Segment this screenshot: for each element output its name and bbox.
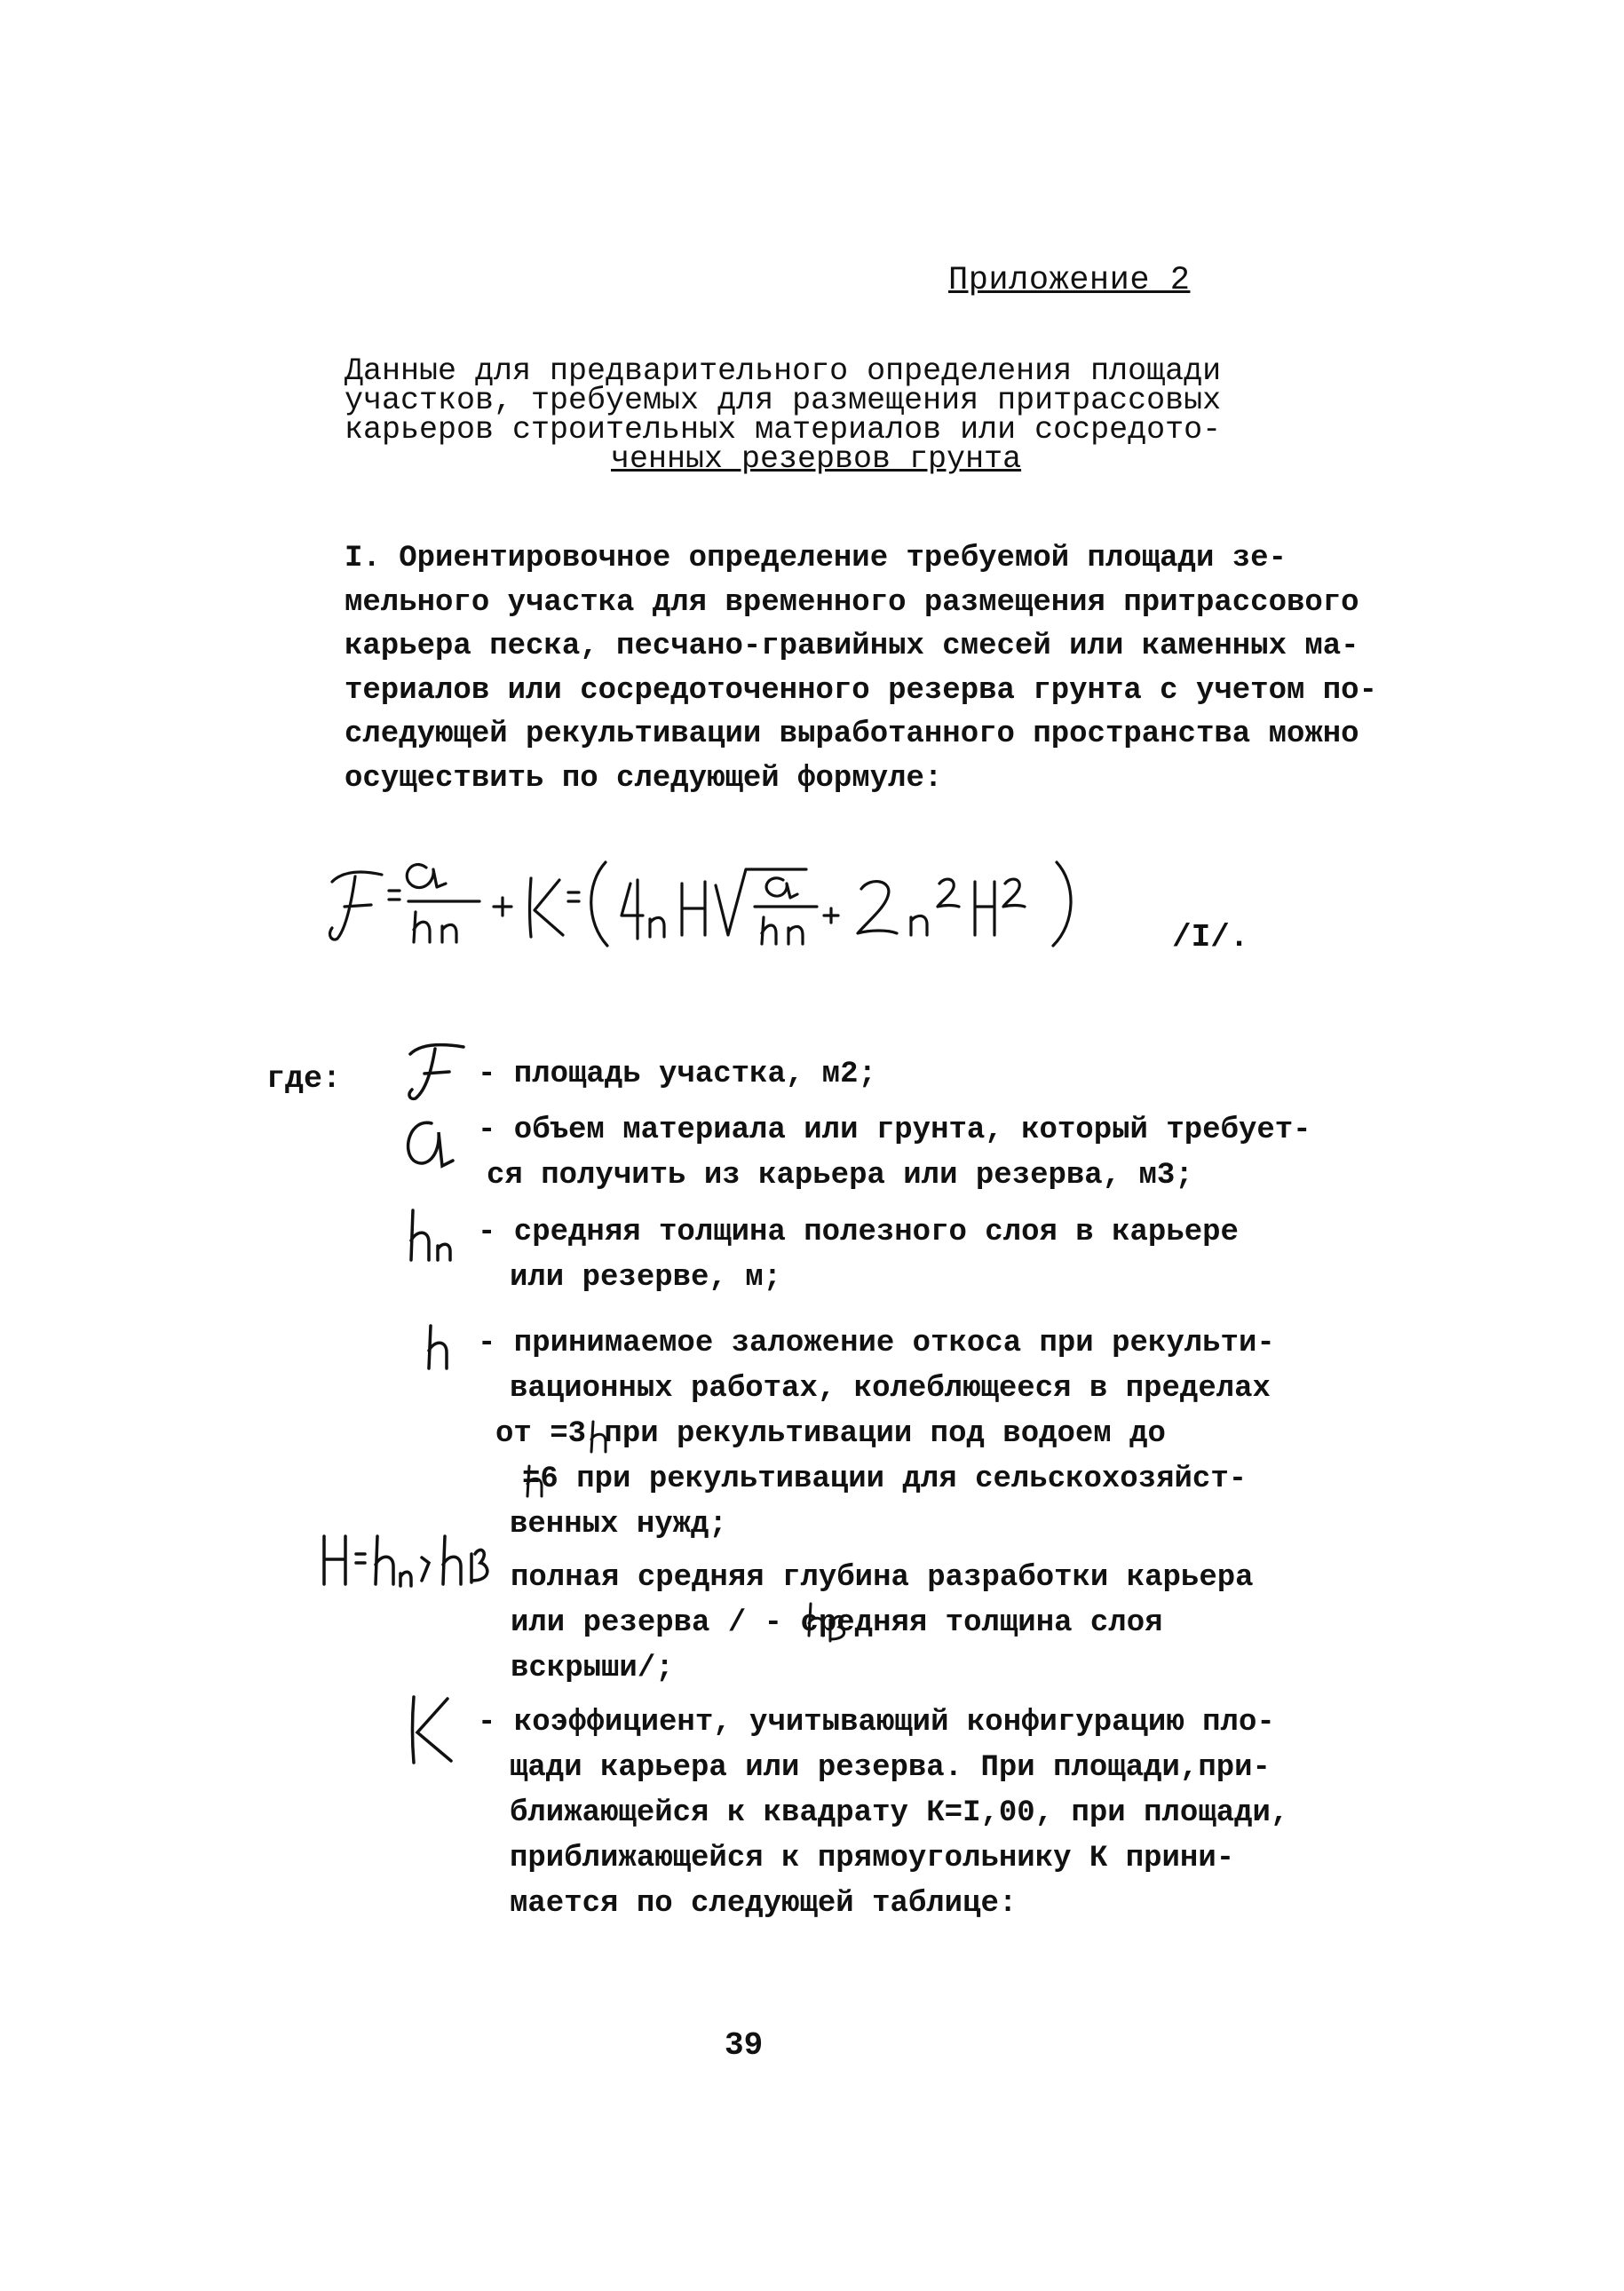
symbol-q <box>398 1106 469 1177</box>
definition-line: ближающейся к квадрату К=I,00, при площади, <box>510 1796 1289 1830</box>
paragraph-line: мельного участка для временного размещения притрассового <box>345 585 1359 620</box>
symbol-k <box>401 1692 472 1772</box>
where-label: где: <box>266 1061 342 1097</box>
definition-line: мается по следующей таблице: <box>510 1887 1018 1921</box>
definition-line: венных нужд; <box>510 1508 727 1542</box>
symbol-h <box>422 1319 475 1381</box>
definition-line: ся получить из карьера или резерва, м3; <box>487 1159 1193 1193</box>
definition-line: - принимаемое заложение откоса при рекульти- <box>478 1327 1275 1360</box>
definition-h-total <box>511 1556 1254 1692</box>
page-number: 39 <box>725 2027 764 2064</box>
definition-k <box>478 1700 1288 1927</box>
definition-line: вскрыши/; <box>511 1652 674 1685</box>
intro-paragraph <box>345 537 1377 801</box>
definition-line: полная средняя глубина разработки карьера <box>511 1561 1254 1595</box>
definition-line: - коэффициент, учитывающий конфигурацию пло- <box>478 1706 1275 1740</box>
definition-hn <box>478 1210 1239 1301</box>
title-line: Данные для предварительного определения площади <box>345 353 1222 389</box>
definition-line: от =3 при рекультивации под водоем до <box>495 1417 1166 1451</box>
definition-q <box>478 1108 1311 1199</box>
title-line-underlined: ченных резервов грунта <box>611 441 1022 477</box>
definition-line: приближающейся к прямоугольнику К прини- <box>510 1842 1235 1875</box>
definition-line: - площадь участка, м2; <box>478 1058 876 1091</box>
inline-symbol-h <box>586 1416 622 1461</box>
title-line: карьеров строительных материалов или сосредото- <box>345 412 1222 448</box>
symbol-hn <box>404 1203 475 1274</box>
symbol-h-total <box>315 1527 511 1598</box>
area-formula <box>320 830 1296 963</box>
definition-line: щади карьера или резерва. При площади,при- <box>510 1751 1271 1785</box>
inline-symbol-h <box>522 1461 558 1505</box>
paragraph-line: осуществить по следующей формуле: <box>345 761 943 796</box>
inline-symbol-hv <box>804 1600 857 1645</box>
paragraph-line: териалов или сосредоточенного резерва грунта с учетом по- <box>345 673 1377 708</box>
definition-line: вационных работах, колеблющееся в пределах <box>510 1372 1271 1406</box>
paragraph-line: I. Ориентировочное определение требуемой площади зе- <box>345 542 1287 575</box>
definition-line: =6 при рекультивации для сельскохозяйст- <box>522 1463 1248 1496</box>
section-title <box>345 353 1286 477</box>
definition-f <box>478 1052 876 1098</box>
formula-number: /I/. <box>1172 919 1249 955</box>
definition-line: - средняя толщина полезного слоя в карьере <box>478 1216 1239 1249</box>
symbol-f <box>401 1035 472 1106</box>
paragraph-line: следующей рекультивации выработанного пространства можно <box>345 717 1359 751</box>
title-line: участков, требуемых для размещения притрассовых <box>345 383 1222 418</box>
definition-line: или резерва / - средняя толщина слоя <box>511 1606 1163 1640</box>
definition-line: - объем материала или грунта, который требует- <box>478 1114 1311 1147</box>
appendix-label: Приложение 2 <box>948 262 1191 299</box>
definition-line: или резерве, м; <box>510 1261 782 1295</box>
paragraph-line: карьера песка, песчано-гравийных смесей или каменных ма- <box>345 630 1359 663</box>
